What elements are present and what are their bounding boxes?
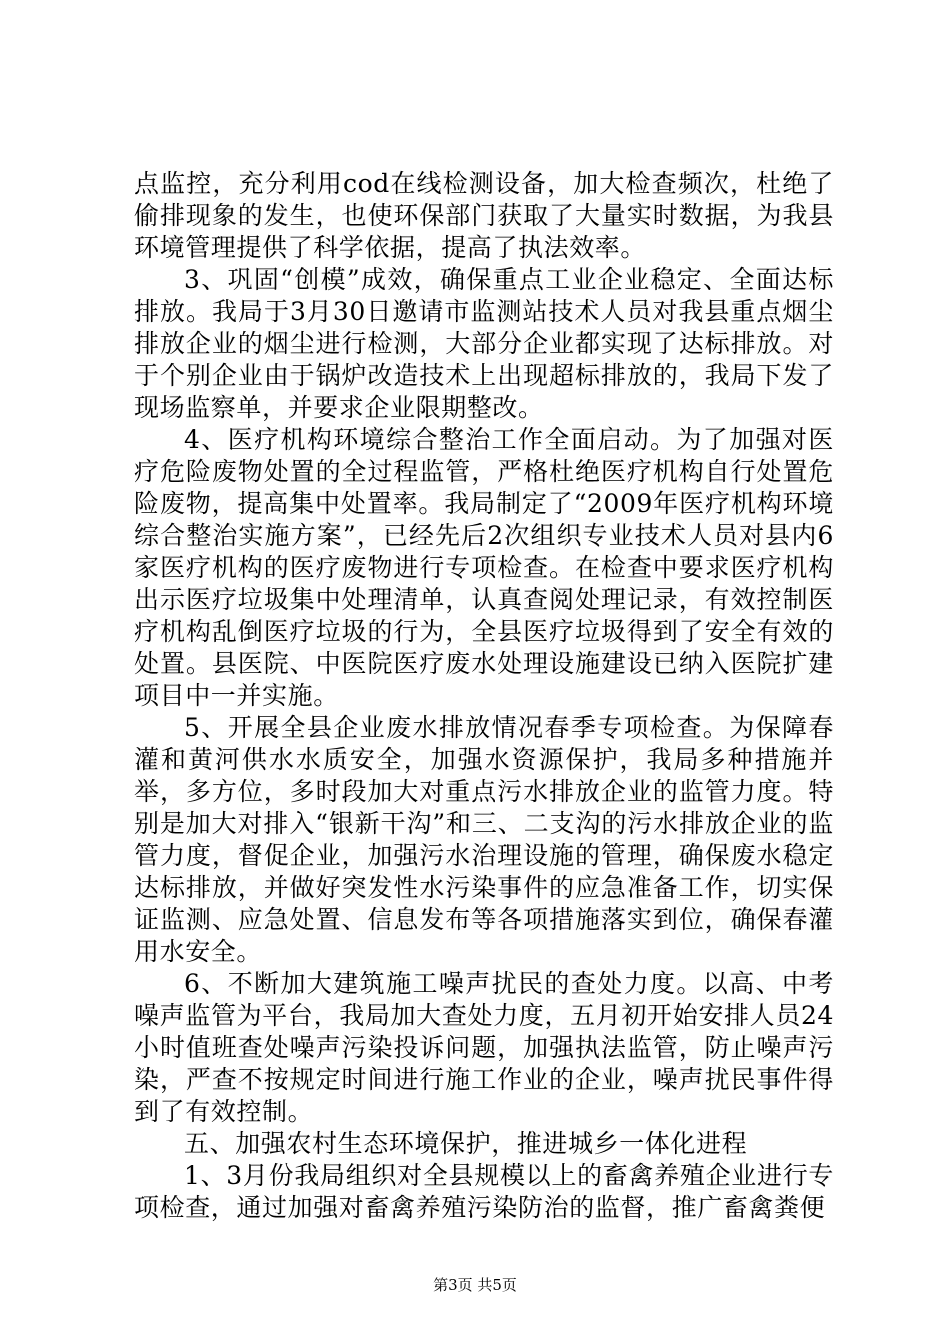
paragraph-item-5: 5、开展全县企业废水排放情况春季专项检查。为保障春灌和黄河供水水质安全，加强水资源保护，我局多种措施并举，多方位，多时段加大对重点污水排放企业的监管力度。特别是加大对排入“银新干沟”和三、二支沟的污水排放企业的监管力度，督促企业，加强污水治理设施的管理，确保废水稳定达标排放，并做好突发性水污染事件的应急准备工作，切实保证监测、应急处置、信息发布等各项措施落实到位，确保春灌用水安全。 xyxy=(134,713,834,966)
paragraph-continuation: 点监控，充分利用cod在线检测设备，加大检查频次，杜绝了偷排现象的发生，也使环保部门获取了大量实时数据，为我县环境管理提供了科学依据，提高了执法效率。 xyxy=(134,169,834,262)
paragraph-item-6: 6、不断加大建筑施工噪声扰民的查处力度。以高、中考噪声监管为平台，我局加大查处力度，五月初开始安排人员24小时值班查处噪声污染投诉问题，加强执法监管，防止噪声污染，严查不按规定时间进行施工作业的企业，噪声扰民事件得到了有效控制。 xyxy=(134,969,834,1126)
section-heading: 五、加强农村生态环境保护，推进城乡一体化进程 xyxy=(184,1129,748,1158)
page-number-footer: 第3页 共5页 xyxy=(433,1276,517,1294)
document-body xyxy=(134,168,834,1224)
paragraph-item-4: 4、医疗机构环境综合整治工作全面启动。为了加强对医疗危险废物处置的全过程监管，严格杜绝医疗机构自行处置危险废物，提高集中处置率。我局制定了“2009年医疗机构环境综合整治实施方案”，已经先后2次组织专业技术人员对县内6家医疗机构的医疗废物进行专项检查。在检查中要求医疗机构出示医疗垃圾集中处理清单，认真查阅处理记录，有效控制医疗机构乱倒医疗垃圾的行为，全县医疗垃圾得到了安全有效的处置。县医院、中医院医疗废水处理设施建设已纳入医院扩建项目中一并实施。 xyxy=(134,425,834,710)
paragraph-item-3: 3、巩固“创模”成效，确保重点工业企业稳定、全面达标排放。我局于3月30日邀请市监测站技术人员对我县重点烟尘排放企业的烟尘进行检测，大部分企业都实现了达标排放。对于个别企业由于锅炉改造技术上出现超标排放的，我局下发了现场监察单，并要求企业限期整改。 xyxy=(134,265,834,422)
paragraph-section5-item-1: 1、3月份我局组织对全县规模以上的畜禽养殖企业进行专项检查，通过加强对畜禽养殖污染防治的监督，推广畜禽粪便 xyxy=(134,1161,834,1222)
